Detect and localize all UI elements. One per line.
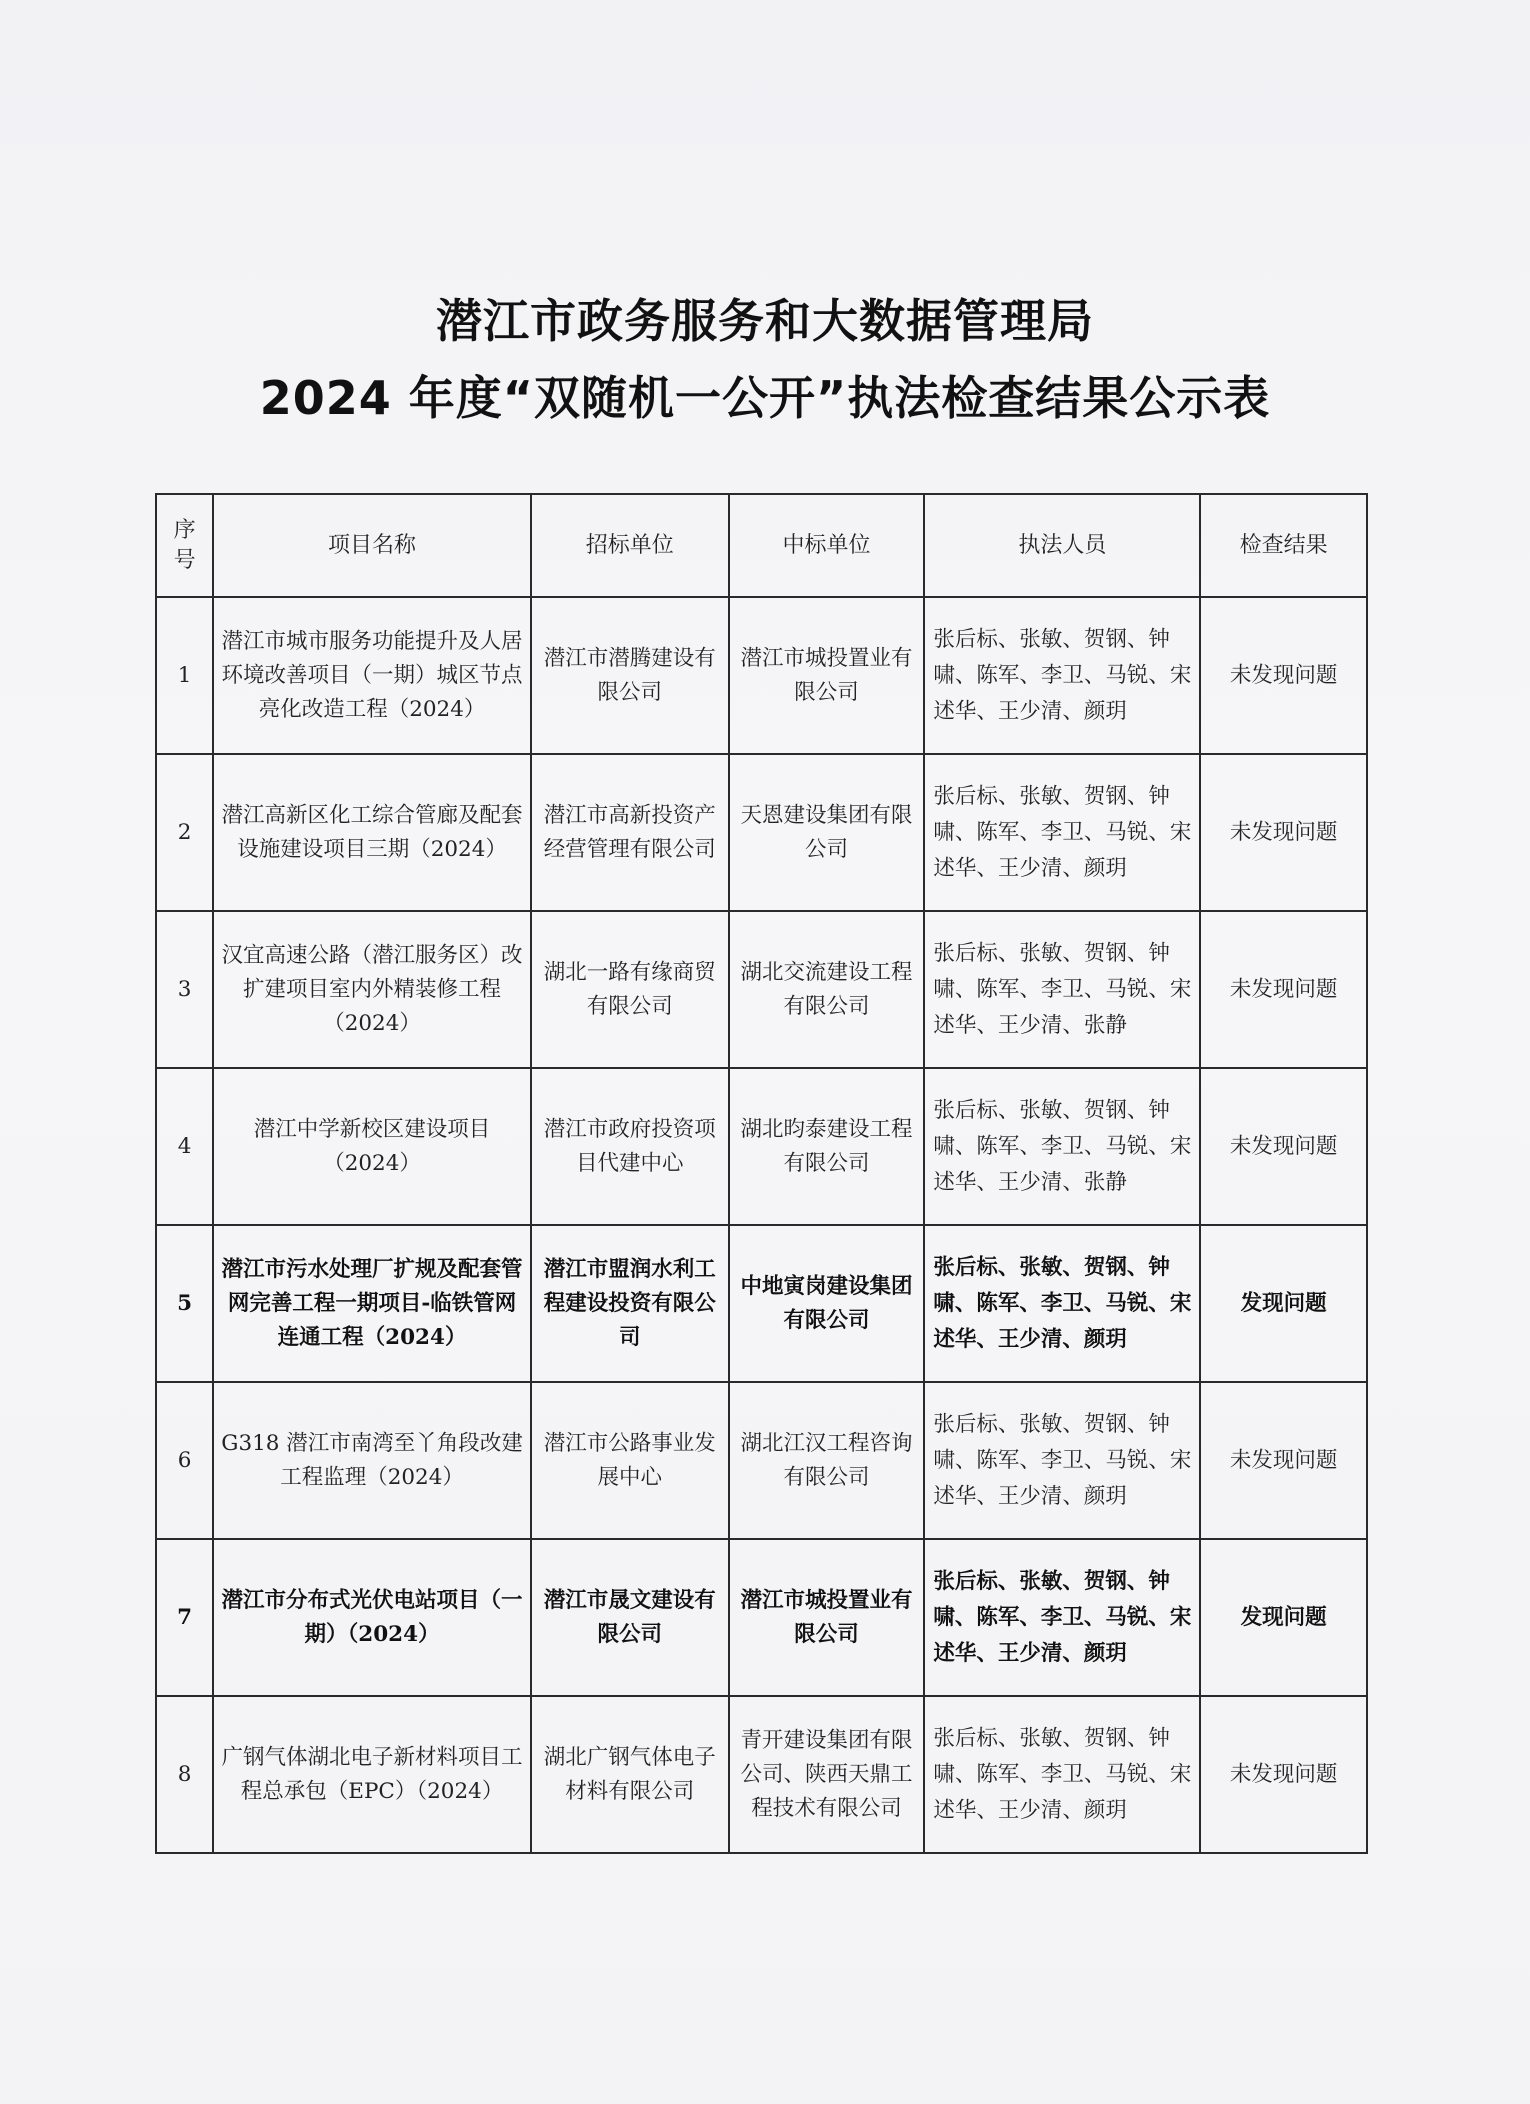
row-tenderer: 潜江市政府投资项目代建中心 bbox=[531, 1068, 729, 1225]
header-tenderer: 招标单位 bbox=[531, 494, 729, 597]
row-result: 未发现问题 bbox=[1200, 1382, 1367, 1539]
row-enforcement-staff: 张后标、张敏、贺钢、钟啸、陈军、李卫、马锐、宋述华、王少清、颜玥 bbox=[924, 1382, 1200, 1539]
row-serial-no: 4 bbox=[156, 1068, 213, 1225]
row-winning-bidder: 潜江市城投置业有限公司 bbox=[729, 597, 925, 754]
row-enforcement-staff: 张后标、张敏、贺钢、钟啸、陈军、李卫、马锐、宋述华、王少清、张静 bbox=[924, 911, 1200, 1068]
row-tenderer: 湖北一路有缘商贸有限公司 bbox=[531, 911, 729, 1068]
table-row bbox=[156, 1539, 1367, 1696]
row-result: 未发现问题 bbox=[1200, 754, 1367, 911]
row-enforcement-staff: 张后标、张敏、贺钢、钟啸、陈军、李卫、马锐、宋述华、王少清、张静 bbox=[924, 1068, 1200, 1225]
row-serial-no: 7 bbox=[156, 1539, 213, 1696]
row-enforcement-staff: 张后标、张敏、贺钢、钟啸、陈军、李卫、马锐、宋述华、王少清、颜玥 bbox=[924, 1539, 1200, 1696]
header-serial-no: 序号 bbox=[156, 494, 213, 597]
header-winning-bidder: 中标单位 bbox=[729, 494, 925, 597]
table-row bbox=[156, 597, 1367, 754]
row-project-name: 潜江高新区化工综合管廊及配套设施建设项目三期（2024） bbox=[213, 754, 531, 911]
row-enforcement-staff: 张后标、张敏、贺钢、钟啸、陈军、李卫、马锐、宋述华、王少清、颜玥 bbox=[924, 1696, 1200, 1853]
row-tenderer: 潜江市晟文建设有限公司 bbox=[531, 1539, 729, 1696]
row-serial-no: 6 bbox=[156, 1382, 213, 1539]
table-header-row bbox=[156, 494, 1367, 597]
header-project-name: 项目名称 bbox=[213, 494, 531, 597]
row-winning-bidder: 湖北昀泰建设工程有限公司 bbox=[729, 1068, 925, 1225]
row-result: 发现问题 bbox=[1200, 1225, 1367, 1382]
table-row bbox=[156, 754, 1367, 911]
row-winning-bidder: 天恩建设集团有限公司 bbox=[729, 754, 925, 911]
row-winning-bidder: 中地寅岗建设集团有限公司 bbox=[729, 1225, 925, 1382]
inspection-results-table bbox=[155, 493, 1368, 1854]
row-winning-bidder: 潜江市城投置业有限公司 bbox=[729, 1539, 925, 1696]
table-row bbox=[156, 1382, 1367, 1539]
row-winning-bidder: 青开建设集团有限公司、陕西天鼎工程技术有限公司 bbox=[729, 1696, 925, 1853]
table-row bbox=[156, 1068, 1367, 1225]
row-result: 未发现问题 bbox=[1200, 911, 1367, 1068]
row-serial-no: 3 bbox=[156, 911, 213, 1068]
table-row bbox=[156, 911, 1367, 1068]
row-tenderer: 潜江市盟润水利工程建设投资有限公司 bbox=[531, 1225, 729, 1382]
row-project-name: 潜江市分布式光伏电站项目（一期）（2024） bbox=[213, 1539, 531, 1696]
row-result: 未发现问题 bbox=[1200, 1696, 1367, 1853]
row-winning-bidder: 湖北江汉工程咨询有限公司 bbox=[729, 1382, 925, 1539]
row-serial-no: 8 bbox=[156, 1696, 213, 1853]
row-enforcement-staff: 张后标、张敏、贺钢、钟啸、陈军、李卫、马锐、宋述华、王少清、颜玥 bbox=[924, 597, 1200, 754]
row-result: 未发现问题 bbox=[1200, 597, 1367, 754]
row-serial-no: 5 bbox=[156, 1225, 213, 1382]
row-project-name: 潜江市污水处理厂扩规及配套管网完善工程一期项目-临铁管网连通工程（2024） bbox=[213, 1225, 531, 1382]
row-result: 未发现问题 bbox=[1200, 1068, 1367, 1225]
row-project-name: 潜江市城市服务功能提升及人居环境改善项目（一期）城区节点亮化改造工程（2024） bbox=[213, 597, 531, 754]
row-winning-bidder: 湖北交流建设工程有限公司 bbox=[729, 911, 925, 1068]
row-enforcement-staff: 张后标、张敏、贺钢、钟啸、陈军、李卫、马锐、宋述华、王少清、颜玥 bbox=[924, 754, 1200, 911]
document-subtitle: 2024 年度“双随机一公开”执法检查结果公示表 bbox=[259, 371, 1271, 425]
row-tenderer: 潜江市公路事业发展中心 bbox=[531, 1382, 729, 1539]
header-enforcement-staff: 执法人员 bbox=[924, 494, 1200, 597]
table-row bbox=[156, 1696, 1367, 1853]
row-tenderer: 潜江市潜腾建设有限公司 bbox=[531, 597, 729, 754]
row-project-name: 潜江中学新校区建设项目（2024） bbox=[213, 1068, 531, 1225]
row-tenderer: 潜江市高新投资产经营管理有限公司 bbox=[531, 754, 729, 911]
header-result: 检查结果 bbox=[1200, 494, 1367, 597]
row-result: 发现问题 bbox=[1200, 1539, 1367, 1696]
table-row bbox=[156, 1225, 1367, 1382]
row-serial-no: 2 bbox=[156, 754, 213, 911]
row-serial-no: 1 bbox=[156, 597, 213, 754]
document-title: 潜江市政务服务和大数据管理局 bbox=[436, 294, 1094, 348]
row-project-name: 广钢气体湖北电子新材料项目工程总承包（EPC）（2024） bbox=[213, 1696, 531, 1853]
row-enforcement-staff: 张后标、张敏、贺钢、钟啸、陈军、李卫、马锐、宋述华、王少清、颜玥 bbox=[924, 1225, 1200, 1382]
row-project-name: 汉宜高速公路（潜江服务区）改扩建项目室内外精装修工程（2024） bbox=[213, 911, 531, 1068]
row-tenderer: 湖北广钢气体电子材料有限公司 bbox=[531, 1696, 729, 1853]
row-project-name: G318 潜江市南湾至丫角段改建工程监理（2024） bbox=[213, 1382, 531, 1539]
